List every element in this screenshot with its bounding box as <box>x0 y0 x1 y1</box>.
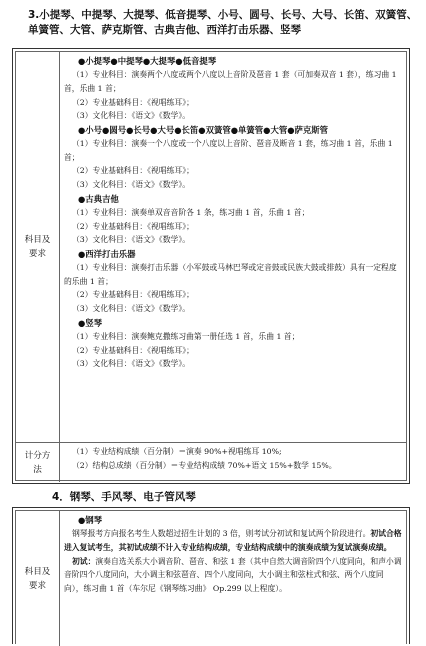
group-header: ●古典吉他 <box>78 193 119 204</box>
section3-table-inner <box>15 51 407 481</box>
requirements-label-cell <box>16 511 60 646</box>
piano-paragraph <box>64 527 402 554</box>
group-item: （1）专业科目：演奏两个八度或两个八度以上音阶及琶音 1 套（可加奏双音 1 套），练习曲 1 首，乐曲 1 首； <box>64 70 397 93</box>
group-item: （3）文化科目：《语文》《数学》。 <box>72 111 191 121</box>
scoring-label: 计分方法 <box>24 450 51 475</box>
group-item: （1）专业科目：演奏一个八度或一个八度以上音阶、琶音及断音 1 套，练习曲 1 首，乐曲 1 首； <box>64 139 393 162</box>
group-item: （2）专业基础科目：《视唱练耳》； <box>72 290 194 300</box>
group-item: （2）专业基础科目：《视唱练耳》； <box>72 221 194 231</box>
paragraph-text: 钢琴报考方向报名考生人数超过招生计划的 3 倍，则考试分初试和复试两个阶段进行。 <box>72 529 371 539</box>
group-item: （2）专业基础科目：《视唱练耳》； <box>72 345 194 355</box>
group-item: （1）专业科目：演奏单双音音阶各 1 条，练习曲 1 首，乐曲 1 首； <box>72 207 310 217</box>
group-header: ●竖琴 <box>78 317 103 328</box>
group-header: ●西洋打击乐器 <box>78 248 136 259</box>
requirements-label-cell <box>16 52 60 442</box>
requirements-label: 科目及要求 <box>24 566 51 591</box>
scoring-item: （1）专业结构成绩（百分制）＝演奏 90%+视唱练耳 10%; <box>72 447 282 456</box>
section3-title: 3.小提琴、中提琴、大提琴、低音提琴、小号、圆号、长号、大号、长笛、双簧管、单簧管、大管、萨克斯管、古典吉他、西洋打击乐器、竖琴 <box>28 9 418 36</box>
group-item: （1）专业科目：演奏鲍克撒练习曲第一册任选 1 首，乐曲 1 首； <box>72 331 300 341</box>
section3-table <box>12 48 410 484</box>
group-header: ●小号●圆号●长号●大号●长笛●双簧管●单簧管●大管●萨克斯管 <box>78 124 329 135</box>
group-item: （3）文化科目：《语文》《数学》。 <box>72 359 191 369</box>
section4-table-inner <box>15 510 407 644</box>
table-divider <box>16 442 406 443</box>
paragraph-emphasis: 初试： <box>72 556 96 566</box>
group-item: （3）文化科目：《语文》《数学》。 <box>72 303 191 313</box>
group-item: （3）文化科目：《语文》《数学》。 <box>72 179 191 189</box>
group-item: （2）专业基础科目：《视唱练耳》； <box>72 97 194 107</box>
paragraph-emphasis: 初试合格进入复试考生，其初试成绩不计入专业结构成绩，专业结构成绩中的演奏成绩为复试演奏成绩。 <box>64 529 402 552</box>
scoring-label-cell <box>16 443 60 482</box>
section4-title: 4．钢琴、手风琴、电子管风琴 <box>52 491 196 503</box>
piano-content <box>64 513 402 595</box>
section4-table <box>12 507 410 644</box>
group-header: ●钢琴 <box>78 515 103 525</box>
scoring-content <box>64 445 402 472</box>
group-header: ●小提琴●中提琴●大提琴●低音提琴 <box>78 56 217 66</box>
requirements-label: 科目及要求 <box>24 235 51 259</box>
group-item: （1）专业科目：演奏打击乐器（小军鼓或马林巴琴或定音鼓或民族大鼓或排鼓）具有一定程度的乐曲 1 首； <box>64 263 397 286</box>
requirements-content <box>64 54 402 371</box>
group-item: （2）专业基础科目：《视唱练耳》； <box>72 166 194 176</box>
piano-paragraph <box>64 555 402 596</box>
group-item: （3）文化科目：《语文》《数学》。 <box>72 235 191 245</box>
paragraph-text: 演奏自选关系大小调音阶、琶音、和弦 1 套（其中自然大调音阶四个八度同向，和声小调音阶四个八度同向，大小调主和弦琶音、四个八度同向，大小调主和弦柱式和弦、两个八度同向），练习曲 1 首（车尔尼《钢琴练习曲》 Op.299 以上程度）。 <box>64 556 402 593</box>
scoring-item: （2）结构总成绩（百分制）＝专业结构成绩 70%+语文 15%+数学 15%。 <box>72 460 337 470</box>
